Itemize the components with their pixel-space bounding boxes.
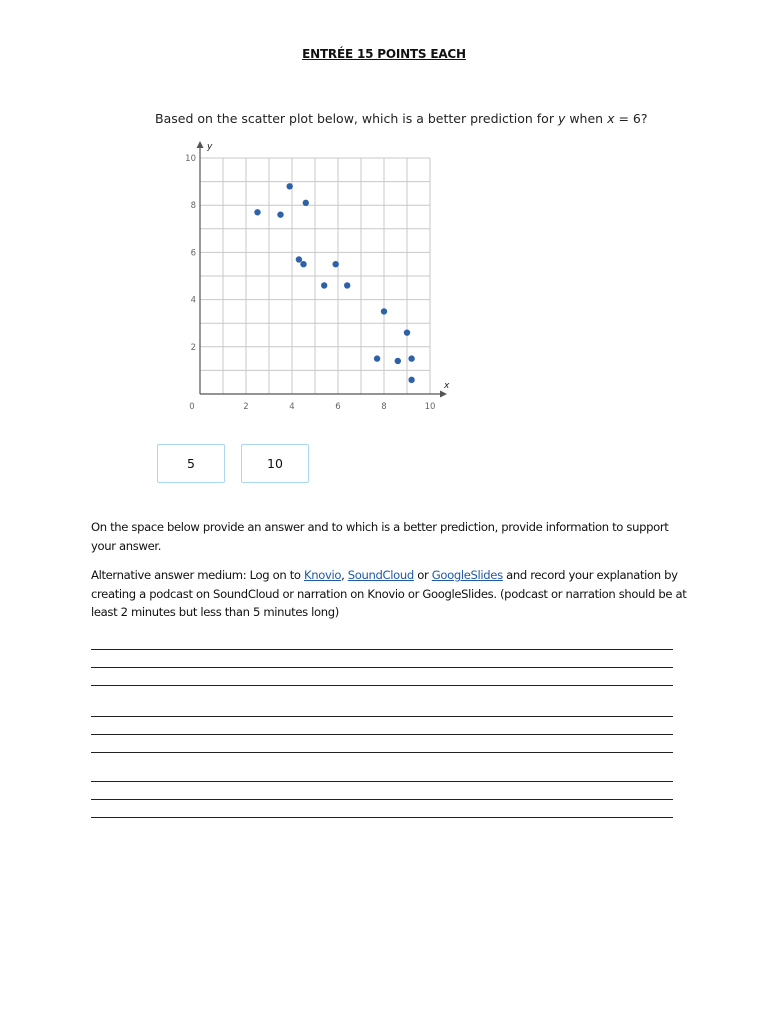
y-tick-label: 10 <box>185 154 196 164</box>
data-point <box>374 355 380 361</box>
text-span: , <box>341 568 348 582</box>
answer-line[interactable] <box>91 649 673 650</box>
data-point <box>333 261 339 267</box>
question-variable-x: x <box>607 111 615 126</box>
text-span: and record your explanation by creating a podcast on SoundCloud or narration on Knovio or GoogleSlides. (podcast or narration should be at least 2 minutes but less than 5 minutes long) <box>91 568 687 619</box>
y-axis-arrow <box>197 141 204 148</box>
knovio-link[interactable]: Knovio <box>304 568 342 582</box>
data-point <box>303 200 309 206</box>
y-tick-label: 2 <box>190 342 196 353</box>
data-point <box>344 282 350 288</box>
data-point <box>287 183 293 189</box>
answer-line[interactable] <box>91 752 673 753</box>
data-point <box>381 308 387 314</box>
googleslides-link[interactable]: GoogleSlides <box>431 568 503 582</box>
x-tick-label: 4 <box>289 402 295 412</box>
question-part: when <box>565 111 608 126</box>
question-part: Based on the scatter plot below, which is a better prediction for <box>155 111 558 126</box>
x-tick-label: 2 <box>243 402 249 412</box>
data-point <box>408 355 414 361</box>
answer-line[interactable] <box>91 817 673 818</box>
data-point <box>296 256 302 262</box>
data-point <box>408 377 414 383</box>
x-axis-arrow <box>440 391 447 398</box>
data-point <box>404 329 410 335</box>
question-variable-y: y <box>557 111 566 126</box>
data-point <box>254 209 260 215</box>
answer-line[interactable] <box>91 685 673 686</box>
y-tick-label: 4 <box>190 295 196 306</box>
page-title: ENTRÉE 15 POINTS EACH <box>302 47 466 61</box>
data-point <box>300 261 306 267</box>
question-text <box>155 111 675 126</box>
soundcloud-link[interactable]: SoundCloud <box>347 568 414 582</box>
instruction-paragraph: On the space below provide an answer and to which is a better prediction, provide information to support your answer. <box>91 520 669 553</box>
answer-choice-5[interactable]: 5 <box>157 444 225 483</box>
x-tick-label: 8 <box>381 402 387 412</box>
answer-line[interactable] <box>91 781 673 782</box>
x-tick-label: 6 <box>335 402 341 412</box>
question-part: = 6? <box>614 111 648 126</box>
x-tick-label: 10 <box>424 402 436 412</box>
y-tick-label: 8 <box>190 201 196 212</box>
x-axis-label: x <box>444 381 450 391</box>
y-axis-label: y <box>207 142 213 152</box>
answer-line[interactable] <box>91 667 673 668</box>
y-tick-label: 6 <box>190 248 196 259</box>
scatter-plot <box>178 140 448 420</box>
answer-line[interactable] <box>91 716 673 717</box>
data-point <box>321 282 327 288</box>
alternative-medium-paragraph <box>91 566 691 622</box>
text-span: Alternative answer medium: Log on to <box>91 568 304 582</box>
answer-line[interactable] <box>91 799 673 800</box>
data-point <box>277 211 283 217</box>
answer-line[interactable] <box>91 734 673 735</box>
data-point <box>395 358 401 364</box>
x-tick-label: 0 <box>189 402 195 412</box>
answer-choice-10[interactable]: 10 <box>241 444 309 483</box>
text-span: or <box>413 568 432 582</box>
